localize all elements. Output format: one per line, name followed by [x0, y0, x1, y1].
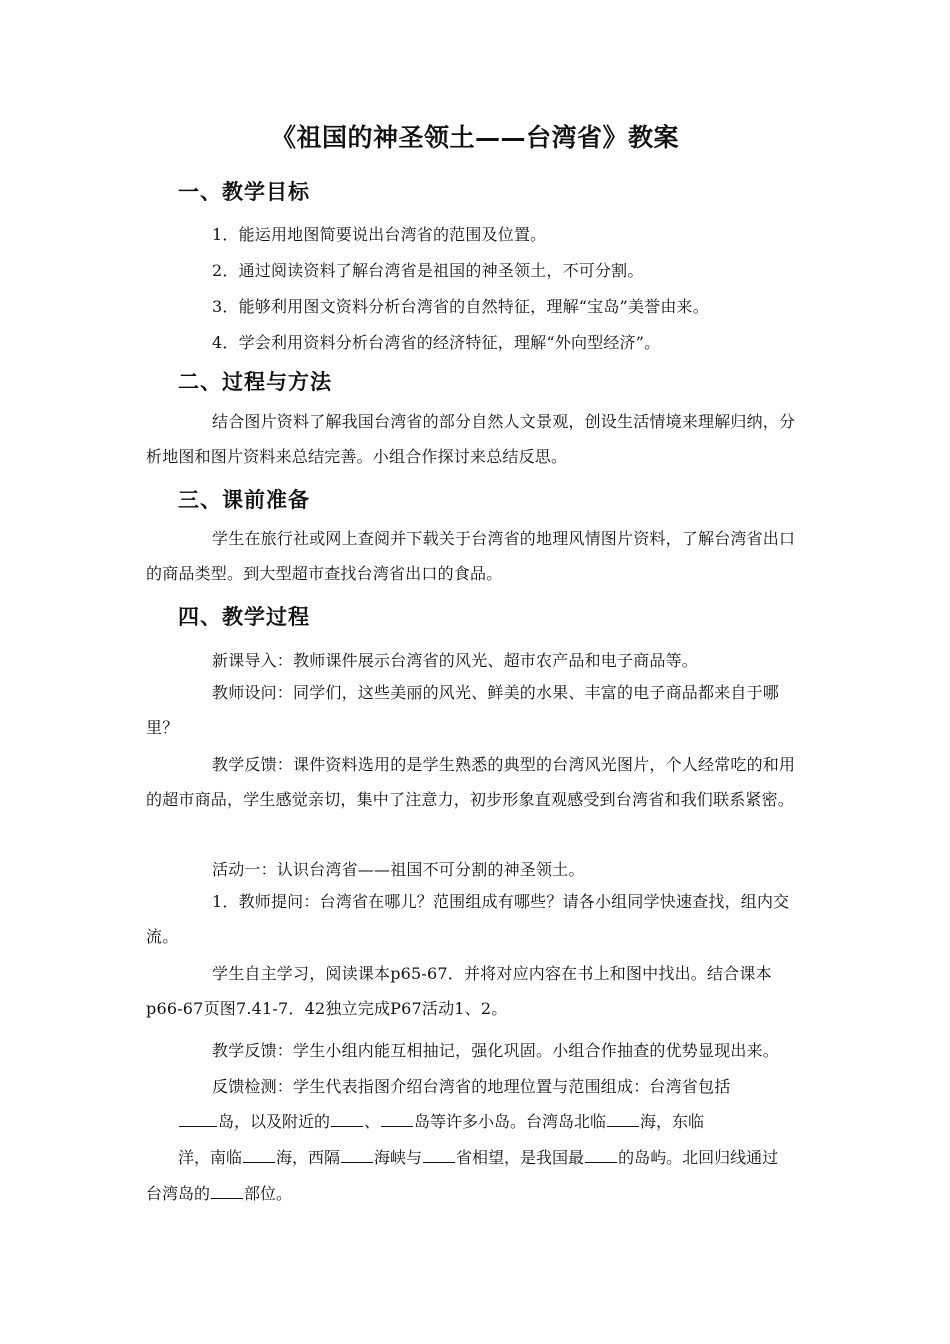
objective-item: 4．学会利用资料分析台湾省的经济特征，理解“外向型经济”。: [212, 333, 661, 352]
document-title: 《祖国的神圣领土——台湾省》教案: [270, 123, 679, 152]
fill-blank-line-1: 岛，以及附近的 、 岛等许多小岛。台湾岛北临 海，东临: [178, 1109, 704, 1132]
objective-item: 3．能够利用图文资料分析台湾省的自然特征，理解“宝岛”美誉由来。: [212, 297, 709, 316]
answer-blank[interactable]: [341, 1147, 373, 1163]
fill-blank-line-3: 台湾岛的 部位。: [146, 1184, 293, 1203]
section-heading-preparation: 三、课前准备: [178, 488, 310, 512]
process-paragraph: 学生自主学习，阅读课本p65-67．并将对应内容在书上和图中找出。结合课本p66-67页图7.41-7．42独立完成P67活动1、2。: [146, 964, 772, 1018]
answer-blank[interactable]: [211, 1183, 243, 1199]
section-heading-process: 四、教学过程: [178, 605, 310, 629]
process-paragraph: 教师设问：同学们，这些美丽的风光、鲜美的水果、丰富的电子商品都来自于哪里？: [146, 683, 780, 737]
methods-paragraph: 结合图片资料了解我国台湾省的部分自然人文景观，创设生活情境来理解归纳，分析地图和图片资料来总结完善。小组合作探讨来总结反思。: [146, 412, 796, 466]
process-paragraph: 教学反馈：课件资料选用的是学生熟悉的典型的台湾风光图片，个人经常吃的和用的超市商品，学生感觉亲切，集中了注意力，初步形象直观感受到台湾省和我们联系紧密。: [146, 755, 796, 809]
process-line: 反馈检测：学生代表指图介绍台湾省的地理位置与范围组成：台湾省包括: [212, 1077, 731, 1096]
answer-blank[interactable]: [179, 1111, 217, 1127]
process-line: 教学反馈：学生小组内能互相抽记，强化巩固。小组合作抽查的优势显现出来。: [212, 1041, 780, 1060]
process-paragraph: 1．教师提问：台湾省在哪儿？范围组成有哪些？请各小组同学快速查找，组内交流。: [146, 892, 790, 946]
answer-blank[interactable]: [423, 1147, 455, 1163]
answer-blank[interactable]: [381, 1111, 413, 1127]
process-line: 新课导入：教师课件展示台湾省的风光、超市农产品和电子商品等。: [212, 651, 699, 670]
answer-blank[interactable]: [243, 1147, 275, 1163]
answer-blank[interactable]: [331, 1111, 363, 1127]
objective-item: 2．通过阅读资料了解台湾省是祖国的神圣领土，不可分割。: [212, 261, 644, 280]
objective-item: 1．能运用地图简要说出台湾省的范围及位置。: [212, 225, 547, 244]
process-line: 活动一：认识台湾省——祖国不可分割的神圣领土。: [212, 860, 585, 879]
preparation-paragraph: 学生在旅行社或网上查阅并下载关于台湾省的地理风情图片资料，了解台湾省出口的商品类型。到大型超市查找台湾省出口的食品。: [146, 529, 796, 583]
section-heading-methods: 二、过程与方法: [178, 370, 332, 394]
answer-blank[interactable]: [585, 1147, 617, 1163]
answer-blank[interactable]: [607, 1111, 639, 1127]
section-heading-objectives: 一、教学目标: [178, 180, 310, 204]
fill-blank-line-2: 洋，南临 海，西隔 海峡与 省相望，是我国最 的岛屿。北回归线通过: [178, 1148, 779, 1167]
